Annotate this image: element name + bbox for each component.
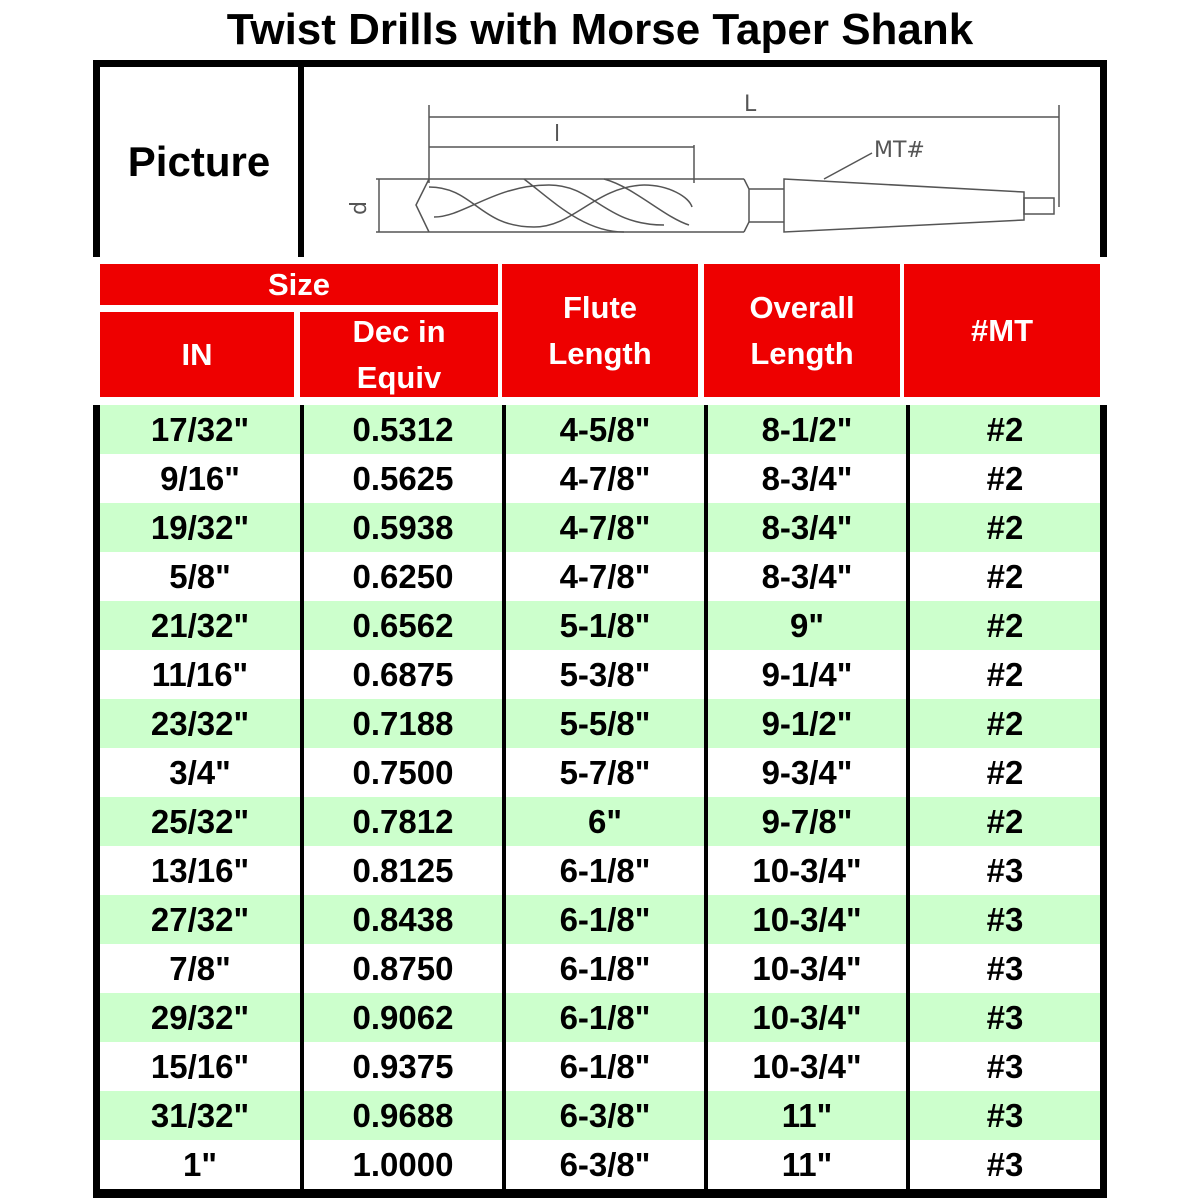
overall-header-line2: Length (750, 335, 854, 371)
table-row (100, 1140, 1100, 1189)
table-body (100, 405, 1100, 1191)
cell-in: 1" (183, 1145, 217, 1183)
size-header-label: Size (267, 266, 331, 302)
cell-overall: 11" (781, 1145, 833, 1183)
cell-dec: 0.7812 (352, 802, 454, 840)
cell-flute: 4-7/8" (559, 557, 651, 595)
cell-mt: #3 (986, 900, 1024, 938)
cell-in: 9/16" (160, 459, 240, 497)
cell-dec: 0.5938 (352, 508, 454, 546)
cell-dec: 0.7500 (352, 753, 454, 791)
cell-dec: 0.6250 (352, 557, 454, 595)
cell-mt: #3 (986, 1047, 1024, 1085)
cell-flute: 6-1/8" (559, 900, 651, 938)
in-header (100, 312, 294, 397)
cell-overall: 9-3/4" (761, 753, 853, 791)
cell-overall: 8-3/4" (761, 508, 853, 546)
table-row (100, 895, 1100, 944)
cell-in: 5/8" (169, 557, 231, 595)
cell-mt: #3 (986, 998, 1024, 1036)
mt-header (904, 264, 1100, 397)
table-row (100, 748, 1100, 797)
cell-dec: 0.7188 (352, 704, 454, 742)
in-header-label: IN (181, 336, 213, 372)
dimension-l-label: l (554, 122, 561, 147)
table-row (100, 699, 1100, 748)
cell-in: 17/32" (150, 410, 250, 448)
cell-in: 19/32" (150, 508, 250, 546)
cell-mt: #3 (986, 1145, 1024, 1183)
cell-mt: #2 (986, 508, 1024, 546)
cell-overall: 9" (790, 606, 824, 644)
dec-header-line2: Equiv (356, 359, 442, 395)
morse-taper-label: MT# (874, 138, 925, 163)
mt-header-label: #MT (971, 312, 1033, 348)
size-header (100, 264, 498, 305)
cell-in: 27/32" (150, 900, 250, 938)
diameter-label: d (347, 201, 372, 215)
cell-flute: 6-3/8" (559, 1145, 651, 1183)
cell-in: 23/32" (150, 704, 250, 742)
column-divider (502, 405, 506, 1191)
cell-dec: 0.8125 (352, 851, 454, 889)
overall-header-line1: Overall (749, 289, 855, 325)
cell-dec: 0.6875 (352, 655, 454, 693)
dimension-L-label: L (744, 92, 757, 117)
cell-in: 11/16" (151, 655, 249, 693)
table-row (100, 552, 1100, 601)
dec-header (300, 312, 498, 397)
cell-in: 13/16" (150, 851, 250, 889)
cell-in: 31/32" (150, 1096, 250, 1134)
picture-label: Picture (127, 138, 271, 185)
cell-mt: #2 (986, 606, 1024, 644)
table-row (100, 503, 1100, 552)
cell-in: 15/16" (150, 1047, 250, 1085)
table-header (93, 257, 1107, 405)
drill-table (93, 60, 1107, 1198)
table-row (100, 993, 1100, 1042)
cell-overall: 9-1/4" (761, 655, 853, 693)
page-title: Twist Drills with Morse Taper Shank (226, 5, 974, 54)
flute-header-line2: Length (548, 335, 652, 371)
cell-in: 29/32" (150, 998, 250, 1036)
cell-flute: 6-1/8" (559, 1047, 651, 1085)
cell-mt: #3 (986, 1096, 1024, 1134)
cell-overall: 9-1/2" (761, 704, 853, 742)
cell-overall: 10-3/4" (752, 998, 862, 1036)
cell-flute: 4-7/8" (559, 459, 651, 497)
cell-dec: 0.5312 (352, 410, 454, 448)
cell-dec: 0.9062 (352, 998, 454, 1036)
overall-length-header (704, 264, 900, 397)
column-divider (300, 405, 304, 1191)
cell-flute: 6-1/8" (559, 851, 651, 889)
cell-overall: 8-1/2" (761, 410, 853, 448)
cell-in: 25/32" (150, 802, 250, 840)
table-row (100, 846, 1100, 895)
cell-dec: 0.8750 (352, 949, 454, 987)
table-row (100, 454, 1100, 503)
drill-diagram (304, 67, 1100, 257)
cell-dec: 0.9688 (352, 1096, 454, 1134)
column-divider (906, 405, 910, 1191)
flute-length-header (502, 264, 698, 397)
cell-mt: #2 (986, 655, 1024, 693)
table-row (100, 1042, 1100, 1091)
cell-dec: 0.6562 (352, 606, 454, 644)
cell-flute: 4-7/8" (559, 508, 651, 546)
cell-flute: 5-7/8" (559, 753, 651, 791)
table-row (100, 405, 1100, 454)
dec-header-line1: Dec in (352, 313, 446, 349)
cell-overall: 11" (781, 1096, 833, 1134)
table-row (100, 944, 1100, 993)
cell-mt: #2 (986, 459, 1024, 497)
cell-overall: 10-3/4" (752, 1047, 862, 1085)
cell-dec: 0.5625 (352, 459, 454, 497)
table-row (100, 1091, 1100, 1140)
cell-in: 7/8" (169, 949, 231, 987)
flute-header-line1: Flute (562, 289, 638, 325)
cell-flute: 6-1/8" (559, 949, 651, 987)
cell-overall: 8-3/4" (761, 557, 853, 595)
cell-flute: 6" (588, 802, 622, 840)
cell-flute: 6-3/8" (559, 1096, 651, 1134)
cell-mt: #2 (986, 557, 1024, 595)
cell-overall: 10-3/4" (752, 851, 862, 889)
cell-flute: 4-5/8" (559, 410, 651, 448)
cell-in: 3/4" (169, 753, 231, 791)
cell-mt: #2 (986, 802, 1024, 840)
cell-mt: #3 (986, 949, 1024, 987)
cell-flute: 5-1/8" (559, 606, 651, 644)
cell-mt: #2 (986, 704, 1024, 742)
table-row (100, 601, 1100, 650)
cell-overall: 8-3/4" (761, 459, 853, 497)
cell-dec: 0.9375 (352, 1047, 454, 1085)
table-row (100, 797, 1100, 846)
cell-flute: 5-5/8" (559, 704, 651, 742)
cell-overall: 10-3/4" (752, 900, 862, 938)
cell-mt: #3 (986, 851, 1024, 889)
cell-dec: 0.8438 (352, 900, 454, 938)
cell-flute: 5-3/8" (559, 655, 651, 693)
cell-flute: 6-1/8" (559, 998, 651, 1036)
cell-overall: 9-7/8" (761, 802, 853, 840)
cell-overall: 10-3/4" (752, 949, 862, 987)
drill-diagram-svg (304, 67, 1100, 257)
cell-in: 21/32" (150, 606, 250, 644)
picture-row (100, 67, 1100, 257)
cell-mt: #2 (986, 410, 1024, 448)
column-divider (704, 405, 708, 1191)
cell-mt: #2 (986, 753, 1024, 791)
table-row (100, 650, 1100, 699)
cell-dec: 1.0000 (352, 1145, 454, 1183)
